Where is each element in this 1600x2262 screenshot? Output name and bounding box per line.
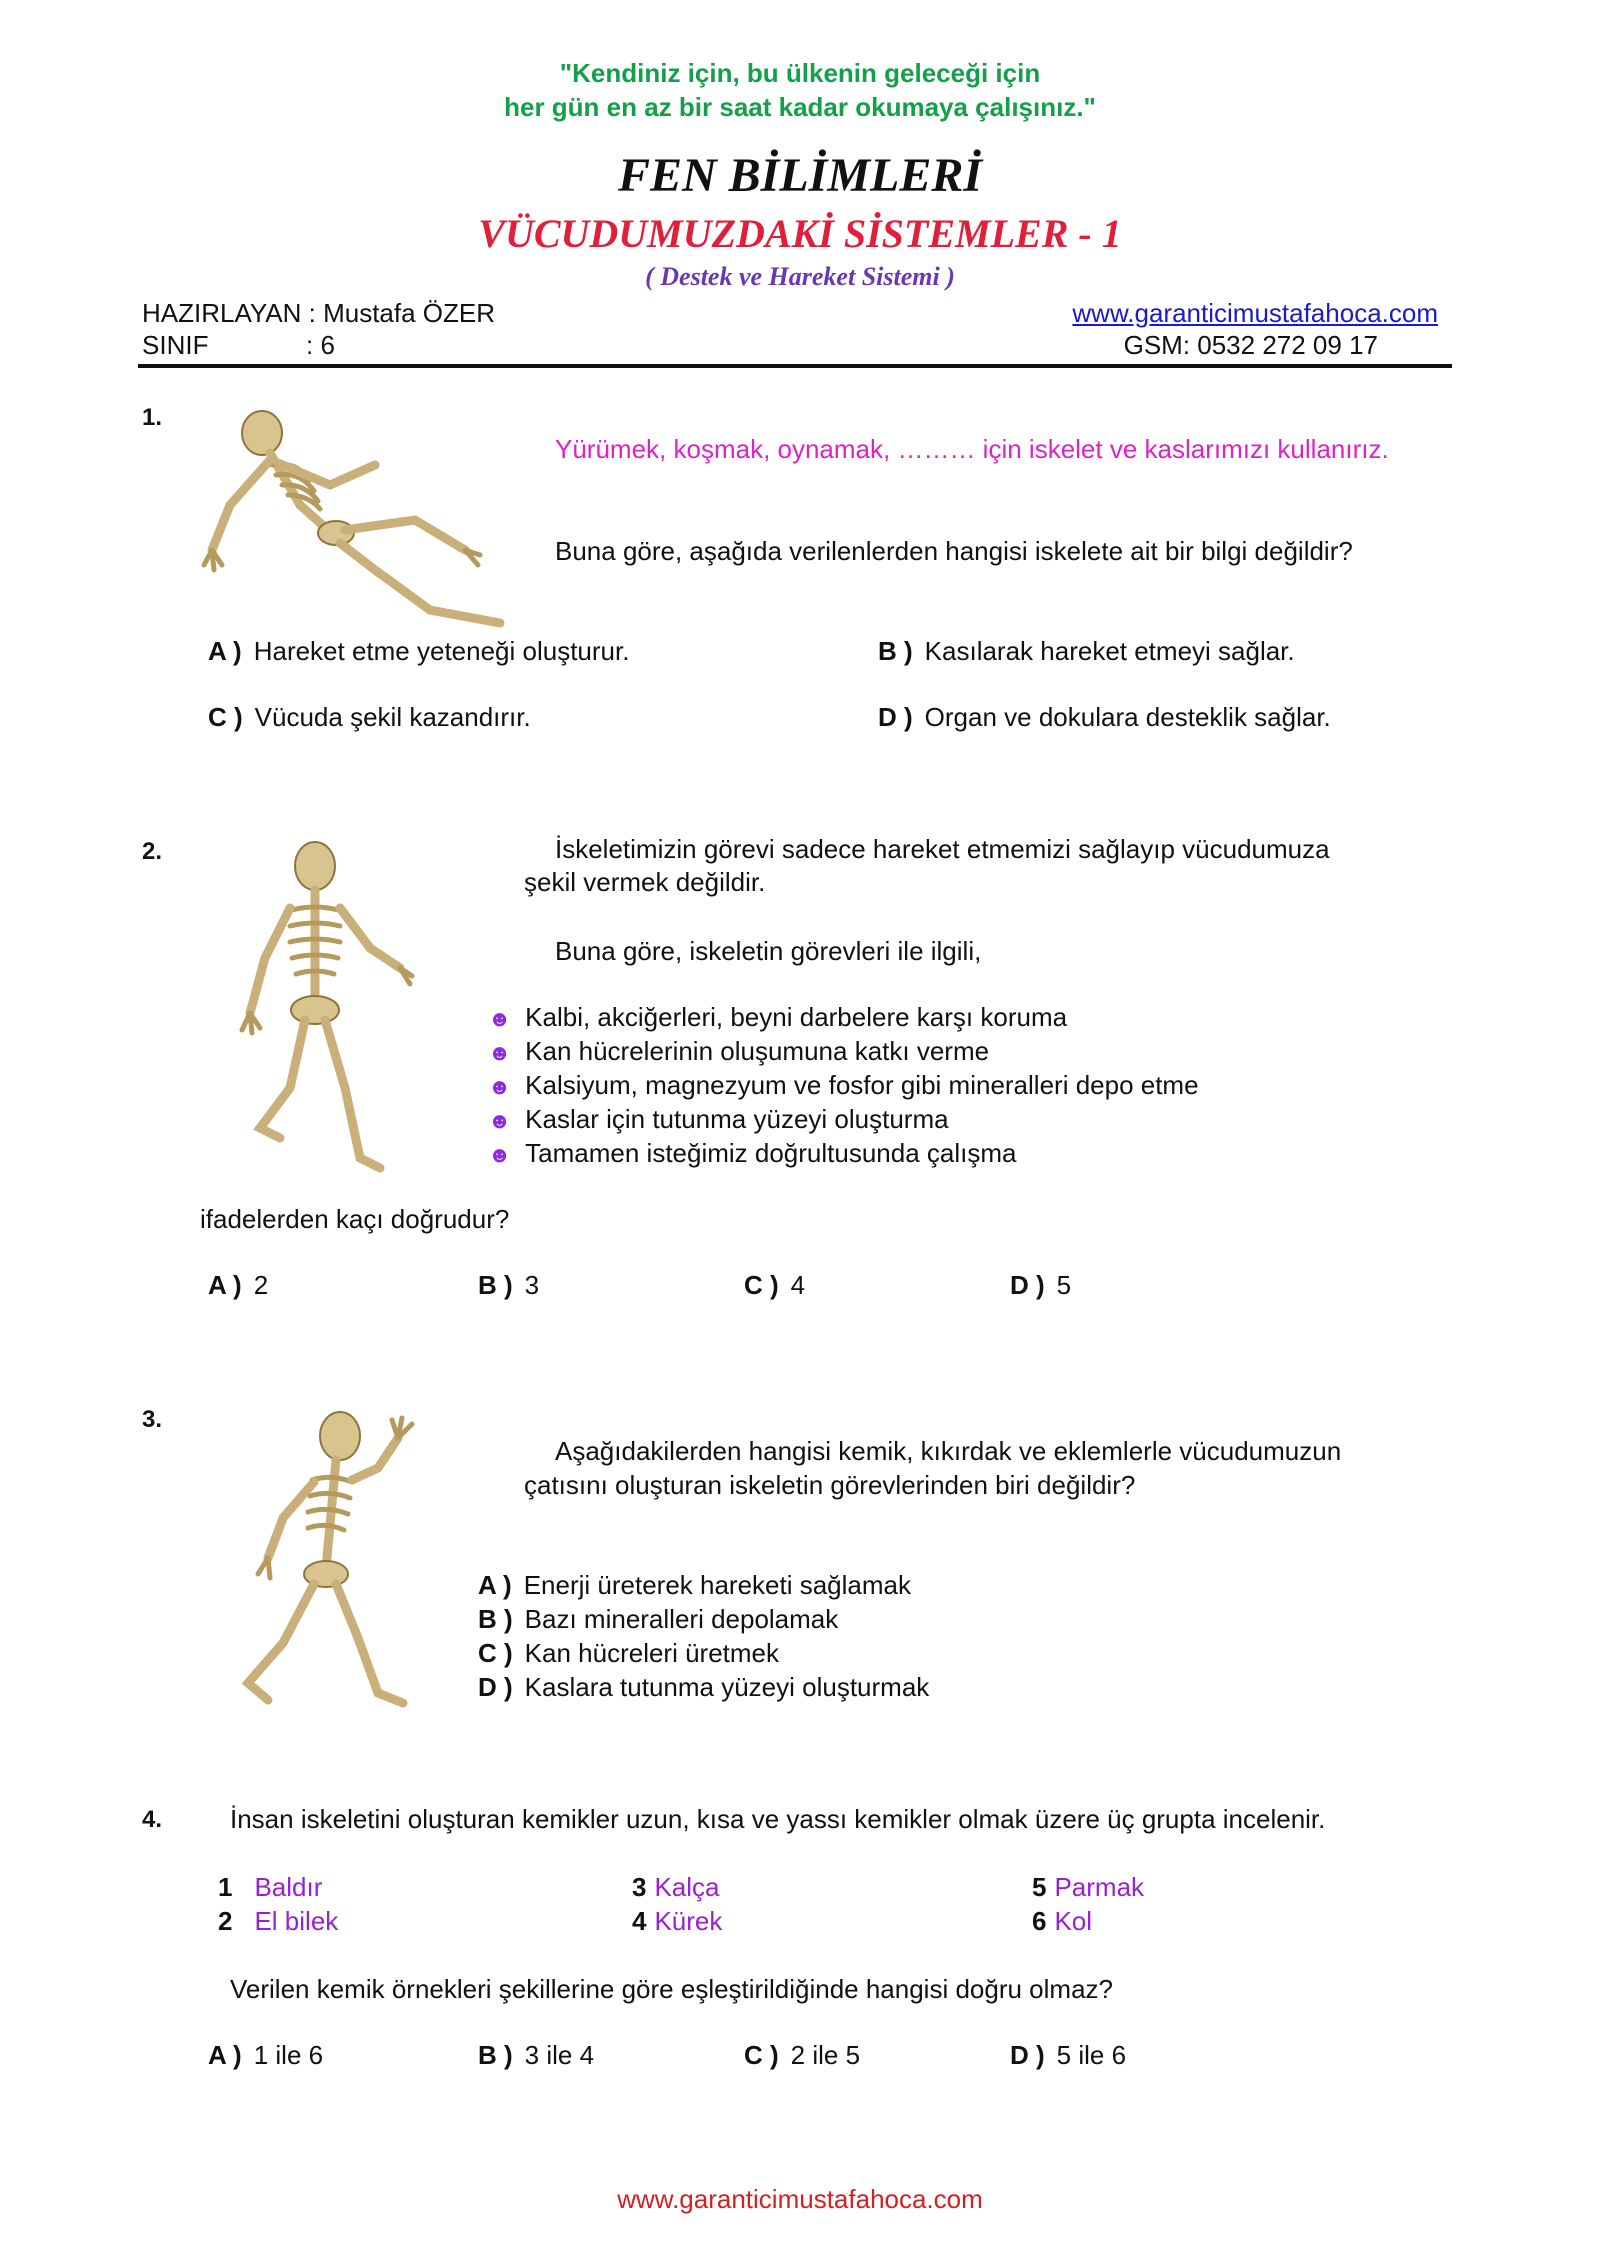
question-3-lead-line-2: çatısını oluşturan iskeletin görevlerinden biri değildir? — [524, 1470, 1136, 1500]
question-3-lead-line-1: Aşağıdakilerden hangisi kemik, kıkırdak ve eklemlerle vücudumuzun — [555, 1436, 1342, 1466]
question-4-option-c[interactable] — [744, 2038, 860, 2072]
smiley-bullet-icon: ☻ — [488, 1108, 512, 1133]
bone-item — [218, 1904, 338, 1938]
motto-line-1: "Kendiniz için, bu ülkenin geleceği için — [559, 58, 1041, 88]
option-letter: B ) — [478, 1604, 513, 1634]
bone-item — [632, 1870, 720, 1904]
header-divider — [138, 364, 1452, 368]
option-text: 2 — [253, 1270, 269, 1300]
statement-text: Kan hücrelerinin oluşumuna katkı verme — [525, 1036, 990, 1066]
question-2-text: ifadelerden kaçı doğrudur? — [200, 1204, 510, 1234]
skeleton-walking-image — [220, 838, 420, 1178]
question-1-text: Buna göre, aşağıda verilenlerden hangisi iskelete ait bir bilgi değildir? — [555, 536, 1353, 566]
question-4-number: 4. — [142, 1806, 163, 1833]
option-text: Vücuda şekil kazandırır. — [254, 702, 531, 732]
bone-item — [1032, 1870, 1144, 1904]
bone-name: Kol — [1054, 1906, 1093, 1936]
page-subtitle: VÜCUDUMUZDAKİ SİSTEMLER - 1 — [478, 211, 1122, 256]
option-text: Bazı mineralleri depolamak — [524, 1604, 839, 1634]
statement-item — [488, 1000, 1067, 1036]
option-text: Kasılarak hareket etmeyi sağlar. — [924, 636, 1295, 666]
bone-item — [632, 1904, 722, 1938]
option-letter: A ) — [208, 2040, 242, 2070]
question-4-option-a[interactable] — [208, 2038, 323, 2072]
bone-number: 6 — [1032, 1906, 1047, 1936]
bone-name: Baldır — [254, 1872, 323, 1902]
question-3-option-c[interactable] — [478, 1636, 779, 1670]
option-text: 2 ile 5 — [790, 2040, 861, 2070]
option-text: 1 ile 6 — [253, 2040, 324, 2070]
question-2-lead-2: Buna göre, iskeletin görevleri ile ilgili, — [555, 936, 982, 966]
option-letter: D ) — [878, 702, 913, 732]
option-text: 5 ile 6 — [1056, 2040, 1127, 2070]
statement-item — [488, 1102, 949, 1138]
option-text: 3 ile 4 — [524, 2040, 595, 2070]
option-letter: A ) — [478, 1570, 512, 1600]
option-letter: C ) — [744, 1270, 779, 1300]
option-letter: D ) — [1010, 2040, 1045, 2070]
smiley-bullet-icon: ☻ — [488, 1142, 512, 1167]
option-letter: C ) — [744, 2040, 779, 2070]
topic-label: ( Destek ve Hareket Sistemi ) — [645, 262, 955, 291]
option-letter: C ) — [208, 702, 243, 732]
smiley-bullet-icon: ☻ — [488, 1040, 512, 1065]
prepared-by: HAZIRLAYAN : Mustafa ÖZER — [142, 298, 496, 328]
question-2-option-c[interactable] — [744, 1268, 805, 1302]
option-letter: C ) — [478, 1638, 513, 1668]
question-4-lead: İnsan iskeletini oluşturan kemikler uzun, kısa ve yassı kemikler olmak üzere üç grupta incelenir. — [230, 1804, 1326, 1834]
question-3-option-b[interactable] — [478, 1602, 838, 1636]
question-1-option-a[interactable] — [208, 634, 629, 668]
option-letter: B ) — [478, 1270, 513, 1300]
class-value: : 6 — [306, 330, 335, 360]
question-2-option-b[interactable] — [478, 1268, 539, 1302]
option-text: 3 — [524, 1270, 540, 1300]
question-3-option-d[interactable] — [478, 1670, 929, 1704]
statement-item — [488, 1136, 1017, 1172]
option-letter: A ) — [208, 1270, 242, 1300]
bone-number: 5 — [1032, 1872, 1047, 1902]
question-1-number: 1. — [142, 404, 163, 431]
option-letter: B ) — [478, 2040, 513, 2070]
option-text: Kan hücreleri üretmek — [524, 1638, 780, 1668]
gsm-number: GSM: 0532 272 09 17 — [1123, 330, 1378, 360]
bone-number: 1 — [218, 1872, 233, 1902]
bone-item — [1032, 1904, 1092, 1938]
bone-name: Parmak — [1054, 1872, 1145, 1902]
bone-item — [218, 1870, 322, 1904]
option-text: Kaslara tutunma yüzeyi oluşturmak — [524, 1672, 930, 1702]
question-2-lead-line-1: İskeletimizin görevi sadece hareket etmemizi sağlayıp vücudumuza — [555, 834, 1330, 864]
option-text: 5 — [1056, 1270, 1072, 1300]
class-label: SINIF — [142, 330, 209, 360]
statement-item — [488, 1068, 1199, 1104]
smiley-bullet-icon: ☻ — [488, 1074, 512, 1099]
statement-text: Kaslar için tutunma yüzeyi oluşturma — [525, 1104, 949, 1134]
option-letter: D ) — [478, 1672, 513, 1702]
option-text: Organ ve dokulara desteklik sağlar. — [924, 702, 1331, 732]
bone-number: 4 — [632, 1906, 647, 1936]
question-4-text: Verilen kemik örnekleri şekillerine göre eşleştirildiğinde hangisi doğru olmaz? — [230, 1974, 1113, 2004]
statement-text: Kalsiyum, magnezyum ve fosfor gibi mineralleri depo etme — [525, 1070, 1199, 1100]
bone-number: 2 — [218, 1906, 233, 1936]
option-text: 4 — [790, 1270, 806, 1300]
option-letter: B ) — [878, 636, 913, 666]
question-1-option-b[interactable] — [878, 634, 1295, 668]
option-letter: A ) — [208, 636, 242, 666]
option-text: Enerji üreterek hareketi sağlamak — [523, 1570, 911, 1600]
bone-number: 3 — [632, 1872, 647, 1902]
question-3-option-a[interactable] — [478, 1568, 911, 1602]
page-title: FEN BİLİMLERİ — [617, 149, 983, 202]
question-4-option-d[interactable] — [1010, 2038, 1126, 2072]
question-2-number: 2. — [142, 838, 163, 865]
bone-name: Kalça — [654, 1872, 720, 1902]
question-3-number: 3. — [142, 1406, 163, 1433]
footer-website-link[interactable]: www.garanticimustafahoca.com — [617, 2184, 983, 2214]
statement-text: Tamamen isteğimiz doğrultusunda çalışma — [525, 1138, 1017, 1168]
question-2-option-a[interactable] — [208, 1268, 268, 1302]
header-website-link[interactable]: www.garanticimustafahoca.com — [1072, 298, 1438, 328]
question-1-option-d[interactable] — [878, 700, 1331, 734]
question-2-option-d[interactable] — [1010, 1268, 1071, 1302]
question-1-lead: Yürümek, koşmak, oynamak, ……… için iskelet ve kaslarımızı kullanırız. — [555, 434, 1389, 464]
option-text: Hareket etme yeteneği oluşturur. — [253, 636, 630, 666]
bone-name: Kürek — [654, 1906, 723, 1936]
question-4-option-b[interactable] — [478, 2038, 594, 2072]
statement-item — [488, 1034, 989, 1070]
smiley-bullet-icon: ☻ — [488, 1006, 512, 1031]
motto-line-2: her gün en az bir saat kadar okumaya çalışınız." — [504, 92, 1096, 122]
skeleton-striding-image — [228, 1408, 428, 1718]
skeleton-reclining-image — [200, 405, 520, 630]
option-letter: D ) — [1010, 1270, 1045, 1300]
question-1-option-c[interactable] — [208, 700, 531, 734]
bone-name: El bilek — [254, 1906, 339, 1936]
statement-text: Kalbi, akciğerleri, beyni darbelere karşı koruma — [525, 1002, 1068, 1032]
question-2-lead-line-2: şekil vermek değildir. — [524, 867, 766, 897]
